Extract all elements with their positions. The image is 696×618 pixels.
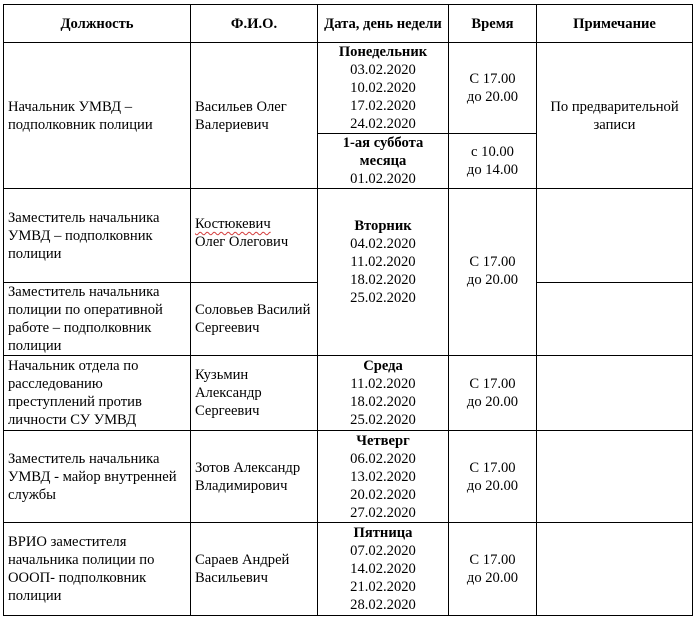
header-row [4,5,693,43]
date-value: 24.02.2020 [350,116,416,132]
weekday-label: Вторник [354,218,412,234]
name-cell: Сараев Андрей Васильевич [191,523,318,616]
table-row [4,523,693,616]
note-cell [537,283,693,356]
date-value: 07.02.2020 [350,543,416,559]
time-from: С 17.00 [469,254,516,270]
date-value: 18.02.2020 [350,394,416,410]
position-cell: Заместитель начальника полиции по оперативной работе – подполковник полиции [4,283,191,356]
date-value: 01.02.2020 [350,171,416,187]
time-to: до 20.00 [466,570,519,586]
note-cell [537,523,693,616]
note-cell [537,189,693,283]
date-value: 10.02.2020 [350,80,416,96]
date-value: 04.02.2020 [350,236,416,252]
date-value: 17.02.2020 [350,98,416,114]
name-cell: Васильев Олег Валериевич [191,43,318,189]
weekday-label: Четверг [356,432,410,449]
position-cell: ВРИО заместителя начальника полиции по ОООП- подполковник полиции [4,523,191,616]
time-from: С 17.00 [469,552,516,568]
time-to: до 20.00 [466,394,519,410]
header-note: Примечание [537,5,693,43]
time-to: до 20.00 [466,272,519,288]
time-to: до 14.00 [466,162,519,178]
date-value: 03.02.2020 [350,62,416,78]
header-position: Должность [4,5,191,43]
weekday-label: Среда [363,358,403,374]
time-from: С 17.00 [469,71,516,87]
weekday-label: 1-ая суббота месяца [342,135,424,169]
time-cell [449,356,537,431]
date-value: 11.02.2020 [350,254,416,270]
date-value: 14.02.2020 [350,561,416,577]
date-cell [318,43,449,134]
weekday-label: Понедельник [338,44,428,60]
note-cell: По предварительной записи [537,43,693,189]
date-cell [318,523,449,616]
position-cell: Заместитель начальника УМВД – подполковник полиции [4,189,191,283]
reception-schedule-table [3,4,693,616]
name-cell [191,189,318,283]
date-value: 20.02.2020 [350,486,416,503]
position-cell: Начальник отдела по расследованию преступлений против личности СУ УМВД [4,356,191,431]
time-cell [449,43,537,134]
position-cell: Начальник УМВД – подполковник полиции [4,43,191,189]
date-value: 11.02.2020 [350,376,416,392]
date-cell [318,134,449,189]
time-to: до 20.00 [466,89,519,105]
note-cell [537,356,693,431]
time-from: с 10.00 [471,144,514,160]
date-value: 25.02.2020 [350,290,416,306]
time-to: до 20.00 [466,477,519,494]
time-from: С 17.00 [469,376,516,392]
date-value: 06.02.2020 [350,450,416,467]
date-cell [318,431,449,523]
table-row [4,431,693,523]
name-cell: Кузьмин Александр Сергеевич [191,356,318,431]
time-cell [449,189,537,356]
name-cell: Соловьев Василий Сергеевич [191,283,318,356]
header-date: Дата, день недели [318,5,449,43]
date-value: 13.02.2020 [350,468,416,485]
time-cell [449,523,537,616]
note-cell [537,431,693,523]
table-row [4,43,693,134]
table-row [4,189,693,283]
header-name: Ф.И.О. [191,5,318,43]
time-cell [449,134,537,189]
given-names: Олег Олегович [195,234,289,250]
date-value: 28.02.2020 [350,597,416,613]
header-time: Время [449,5,537,43]
time-from: С 17.00 [469,459,516,476]
date-value: 27.02.2020 [350,504,416,521]
date-cell [318,189,449,356]
position-cell: Заместитель начальника УМВД - майор внутренней службы [4,431,191,523]
date-value: 25.02.2020 [350,412,416,428]
date-value: 21.02.2020 [350,579,416,595]
table-row [4,356,693,431]
time-cell [449,431,537,523]
surname: Костюкевич [195,216,271,232]
date-cell [318,356,449,431]
date-value: 18.02.2020 [350,272,416,288]
weekday-label: Пятница [353,525,413,541]
name-cell: Зотов Александр Владимирович [191,431,318,523]
